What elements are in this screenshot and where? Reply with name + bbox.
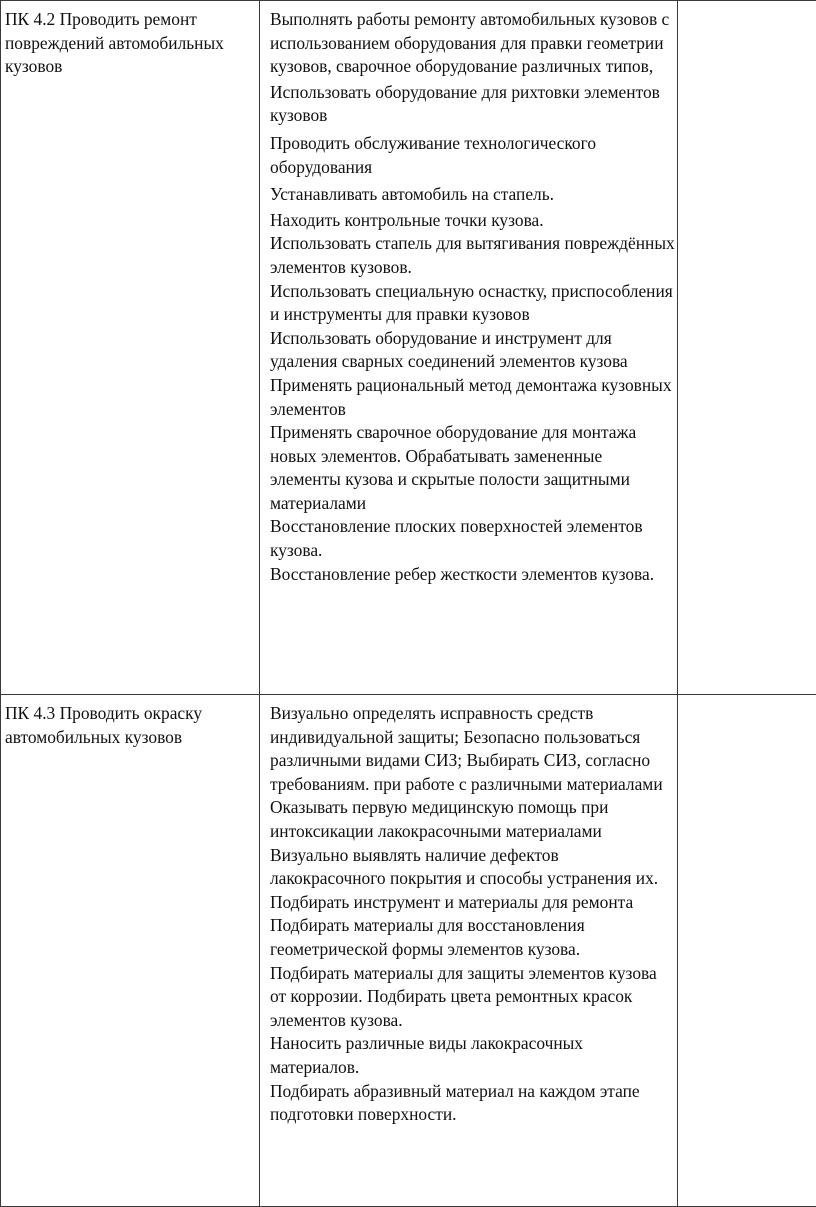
skills-list [260,1,677,586]
empty-cell [678,695,816,1207]
table-row [1,1,816,695]
list-item: Восстановление плоских поверхностей элементов кузова. [270,515,675,562]
list-item: Применять рациональный метод демонтажа кузовных элементов [270,374,675,421]
empty-cell [678,1,816,695]
list-item: Проводить обслуживание технологического оборудования [270,132,675,179]
list-item: Использовать стапель для вытягивания повреждённых элементов кузовов. [270,232,675,279]
list-item: Подбирать материалы для защиты элементов кузова от коррозии. Подбирать цвета ремонтных красок элементов кузова. [270,962,675,1033]
skills-cell [260,695,678,1207]
list-item: Оказывать первую медицинскую помощь при интоксикации лакокрасочными материалами [270,796,675,843]
list-item: Устанавливать автомобиль на стапель. [270,183,675,207]
competency-text: ПК 4.3 Проводить окраску автомобильных кузовов [1,695,259,749]
list-item: Визуально определять исправность средств индивидуальной защиты; Безопасно пользоваться различными видами СИЗ; Выбирать СИЗ, согласно требованиям. при работе с различными материалами [270,702,675,796]
list-item: Визуально выявлять наличие дефектов лакокрасочного покрытия и способы устранения их. Подбирать инструмент и материалы для ремонта [270,844,675,915]
table-row [1,695,816,1207]
list-item: Применять сварочное оборудование для монтажа новых элементов. Обрабатывать замененные элементы кузова и скрытые полости защитными материалами [270,421,675,515]
list-item: Восстановление ребер жесткости элементов кузова. [270,563,675,587]
list-item: Использовать оборудование для рихтовки элементов кузовов [270,81,675,128]
list-item: Использовать специальную оснастку, приспособления и инструменты для правки кузовов [270,280,675,327]
competency-text: ПК 4.2 Проводить ремонт повреждений автомобильных кузовов [1,1,259,79]
list-item: Находить контрольные точки кузова. [270,209,675,233]
list-item: Выполнять работы ремонту автомобильных кузовов с использованием оборудования для правки геометрии кузовов, сварочное оборудование различных типов, [270,8,675,79]
list-item: Использовать оборудование и инструмент для удаления сварных соединений элементов кузова [270,327,675,374]
skills-cell [260,1,678,695]
competency-cell [1,695,260,1207]
skills-list [260,695,677,1127]
list-item: Подбирать материалы для восстановления геометрической формы элементов кузова. [270,914,675,961]
list-item: Подбирать абразивный материал на каждом этапе подготовки поверхности. [270,1080,675,1127]
competency-cell [1,1,260,695]
list-item: Наносить различные виды лакокрасочных материалов. [270,1032,675,1079]
